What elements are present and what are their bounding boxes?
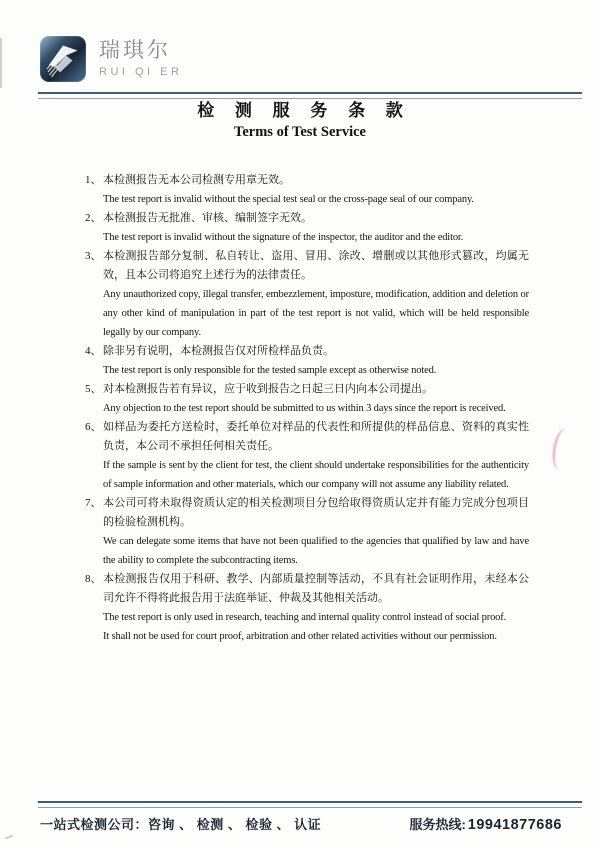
term-text-cn: 本检测报告仅用于科研、教学、内部质量控制等活动，不具有社会证明作用，未经本公司允许不得将此报告用于法庭举证、仲裁及其他相关活动。 bbox=[103, 573, 529, 604]
footer-services-text: 一站式检测公司：咨询 、 检测 、 检验 、 认证 bbox=[40, 817, 322, 832]
term-item-4 bbox=[85, 342, 529, 380]
term-text-en: Any unauthorized copy, illegal transfer, embezzlement, imposture, modification, addition and deletion or any other kind of manipulation in part of the test report is not valid, which will be held responsible legally by our company. bbox=[103, 289, 529, 338]
footer-hotline-number: 19941877686 bbox=[467, 817, 562, 833]
logo-text bbox=[99, 39, 182, 79]
footer-hotline-label: 服务热线: bbox=[409, 817, 466, 832]
term-number: 5、 bbox=[85, 383, 102, 395]
term-number: 8、 bbox=[85, 573, 102, 585]
term-text-cn: 本检测报告部分复制、私自转让、盗用、冒用、涂改、增删或以其他形式篡改，均属无效，且本公司将追究上述行为的法律责任。 bbox=[103, 250, 529, 281]
term-text-en: If the sample is sent by the client for test, the client should undertake responsibilities for the authenticity of sample information and other materials, which our company will not assume any liability related. bbox=[103, 460, 529, 490]
page-title-cn: 检 测 服 务 条 款 bbox=[197, 101, 411, 120]
term-number: 3、 bbox=[85, 250, 102, 262]
red-ink-mark bbox=[549, 427, 575, 472]
term-item-5 bbox=[85, 380, 529, 418]
page-title-en: Terms of Test Service bbox=[234, 124, 366, 140]
term-text-en: Any objection to the test report should be submitted to us within 3 days since the report is received. bbox=[103, 403, 506, 414]
term-item-7 bbox=[85, 494, 529, 570]
logo-name-cn: 瑞琪尔 bbox=[99, 39, 171, 62]
logo-name-en: RUI QI ER bbox=[99, 66, 183, 78]
term-text-en: The test report is invalid without the signature of the inspector, the auditor and the editor. bbox=[103, 232, 464, 243]
footer-divider bbox=[38, 801, 582, 808]
term-number: 6、 bbox=[85, 421, 102, 433]
term-text-cn: 对本检测报告若有异议，应于收到报告之日起三日内向本公司提出。 bbox=[103, 383, 433, 395]
term-text-cn: 本检测报告无本公司检测专用章无效。 bbox=[103, 174, 290, 186]
term-text-en: We can delegate some items that have not been qualified to the agencies that qualified by law and have the ability to complete the subcontracting items. bbox=[103, 536, 529, 566]
term-text-en: The test report is only responsible for the tested sample except as otherwise noted. bbox=[103, 365, 437, 376]
terms-list bbox=[85, 171, 529, 646]
scan-edge-artifact bbox=[0, 38, 2, 88]
term-text-cn: 除非另有说明，本检测报告仅对所检样品负责。 bbox=[103, 345, 334, 357]
term-text-cn: 本公司可将未取得资质认定的相关检测项目分包给取得资质认定并有能力完成分包项目的检验检测机构。 bbox=[103, 497, 529, 528]
term-number: 7、 bbox=[85, 497, 102, 509]
term-item-3 bbox=[85, 247, 529, 342]
company-logo bbox=[40, 36, 182, 82]
term-number: 2、 bbox=[85, 212, 102, 224]
term-number: 4、 bbox=[85, 345, 102, 357]
term-text-en: The test report is only used in research, teaching and internal quality control instead of social proof. bbox=[103, 612, 507, 623]
term-item-1 bbox=[85, 171, 529, 209]
footer bbox=[40, 814, 562, 833]
logo-mark-icon bbox=[40, 36, 86, 82]
footer-hotline bbox=[409, 814, 562, 833]
term-item-6 bbox=[85, 418, 529, 494]
term-item-2 bbox=[85, 209, 529, 247]
logo-glyph-icon bbox=[40, 36, 86, 82]
term-number: 1、 bbox=[85, 174, 102, 186]
term-item-8 bbox=[85, 570, 529, 646]
term-text-en: The test report is invalid without the special test seal or the cross-page seal of our company. bbox=[103, 194, 474, 205]
term-text-cn: 本检测报告无批准、审核、编制签字无效。 bbox=[103, 212, 312, 224]
term-text-cn: 如样品为委托方送检时，委托单位对样品的代表性和所提供的样品信息、资料的真实性负责，本公司不承担任何相关责任。 bbox=[103, 421, 529, 452]
term-text-en-2: It shall not be used for court proof, arbitration and other related activities without our permission. bbox=[103, 631, 497, 642]
scan-speck-artifact bbox=[5, 835, 13, 840]
